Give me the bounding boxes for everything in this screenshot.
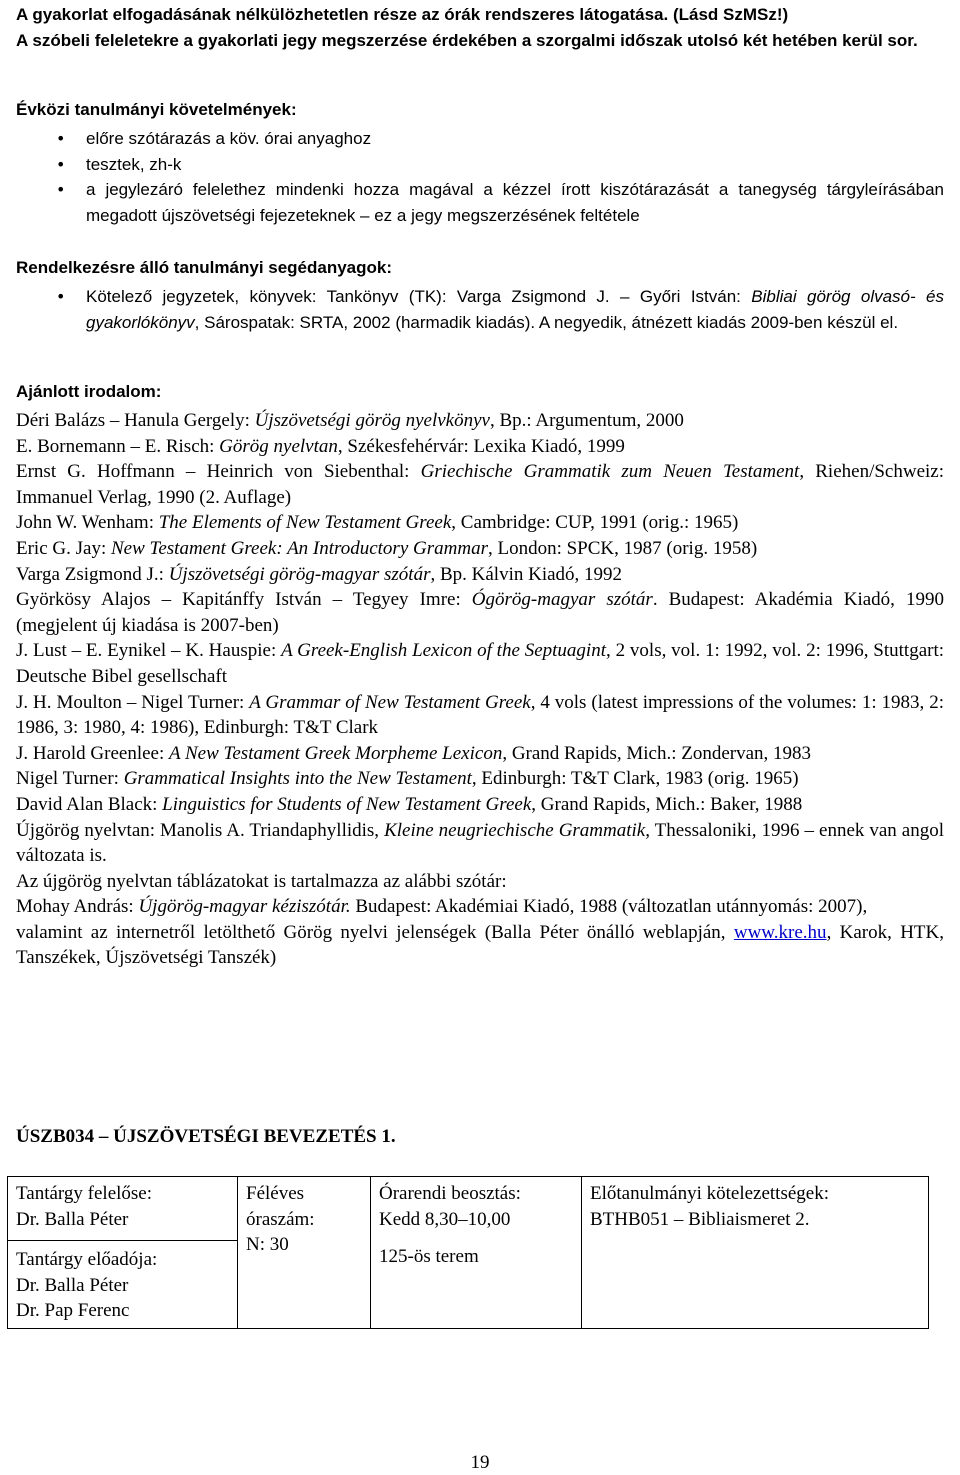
eloado-name-2: Dr. Pap Ferenc [16,1300,130,1321]
list-item: • Kötelező jegyzetek, könyvek: Tankönyv (TK): Varga Zsigmond J. – Győri István: Bibliai görög olvasó- és gyakorlókönyv, Sárospatak: SRTA, 2002 (harmadik kiadás). A negyedik, átnézett kiadás 2009-ben készül el. [16,284,944,335]
reference-item: J. Lust – E. Eynikel – K. Hauspie: A Greek-English Lexicon of the Septuagint, 2 vols, vol. 1: 1992, vol. 2: 1996, Stuttgart: Deutsche Bibel gesellschaft [16,640,945,687]
evkozi-heading: Évközi tanulmányi követelmények: [16,100,297,119]
list-item: • tesztek, zh-k [16,152,944,178]
beosztas-cell: Órarendi beosztás: Kedd 8,30–10,00 125-ös terem [371,1177,582,1329]
intro-line-2: A szóbeli feleletekre a gyakorlati jegy megszerzése érdekében a szorgalmi időszak utolsó két hetében kerül sor. [16,30,918,50]
reference-item: Varga Zsigmond J.: Újszövetségi görög-magyar szótár, Bp. Kálvin Kiadó, 1992 [16,563,623,585]
reference-item: J. H. Moulton – Nigel Turner: A Grammar of New Testament Greek, 4 vols (latest impressions of the volumes: 1: 1983, 2: 1986, 3: 1980, 4: 1986), Edinburgh: T&T Clark [16,691,944,739]
reference-list [16,408,944,971]
reference-item: E. Bornemann – E. Risch: Görög nyelvtan, Székesfehérvár: Lexika Kiadó, 1999 [16,435,625,457]
beosztas-value: Kedd 8,30–10,00 [379,1208,511,1230]
intro-paragraph [16,2,944,53]
terem-value: 125-ös terem [379,1246,479,1267]
list-item: • előre szótárazás a köv. órai anyaghoz [16,126,944,152]
oraszam-value: N: 30 [246,1234,289,1255]
reference-item: Eric G. Jay: New Testament Greek: An Introductory Grammar, London: SPCK, 1987 (orig. 1958) [16,537,758,559]
eloado-label: Tantárgy előadója: [16,1249,158,1270]
list-item: • a jegylezáró felelethez mindenki hozza magával a kézzel írott kiszótárazását a tanegység tárgyleírásában megadott újszövetségi fejezeteknek – ez a jegy megszerzésének feltétele [16,177,944,228]
reference-item: Györkösy Alajos – Kapitánffy István – Tegyey Imre: Ógörög-magyar szótár. Budapest: Akadémia Kiadó, 1990 (megjelent új kiadása is 2007-ben) [16,589,944,636]
reference-item: Ernst G. Hoffmann – Heinrich von Siebenthal: Griechische Grammatik zum Neuen Testament, Riehen/Schweiz: Immanuel Verlag, 1990 (2. Auflage) [16,461,944,508]
elotan-value: BTHB051 – Bibliaismeret 2. [590,1208,810,1230]
page-number: 19 [470,1452,490,1473]
reference-item: Újgörög nyelvtan: Manolis A. Triandaphyllidis, Kleine neugriechische Grammatik, Thessaloniki, 1996 – ennek van angol változata is. [16,819,945,867]
evkozi-list [16,126,944,228]
reference-item: John W. Wenham: The Elements of New Testament Greek, Cambridge: CUP, 1991 (orig.: 1965) [16,512,739,534]
reference-item: David Alan Black: Linguistics for Students of New Testament Greek, Grand Rapids, Mich.: Baker, 1988 [16,793,803,815]
kre-link[interactable]: www.kre.hu [733,921,827,943]
intro-line-1: A gyakorlat elfogadásának nélkülözhetetlen része az órák rendszeres látogatása. (Lásd SzMSz!) [16,5,789,24]
reference-item: Nigel Turner: Grammatical Insights into the New Testament, Edinburgh: T&T Clark, 1983 (orig. 1965) [16,768,799,790]
course-title: ÚSZB034 – ÚJSZÖVETSÉGI BEVEZETÉS 1. [16,1126,396,1147]
internet-reference: valamint az internetről letölthető Görög nyelvi jelenségek (Balla Péter önálló weblapján, www.kre.hu, Karok, HTK, Tanszékek, Újszövetségi Tanszék) [16,921,944,969]
course-info-table [7,1176,929,1329]
responsible-cell [8,1177,238,1329]
reference-item: Mohay András: Újgörög-magyar kéziszótár. Budapest: Akadémiai Kiadó, 1988 (változatlan utánnyomás: 2007), [16,896,868,918]
elotan-cell: Előtanulmányi kötelezettségek: BTHB051 – Bibliaismeret 2. [582,1177,929,1329]
segedanyag-heading: Rendelkezésre álló tanulmányi segédanyagok: [16,258,393,277]
felelos-name: Dr. Balla Péter [16,1208,129,1230]
felelos-label: Tantárgy felelőse: [16,1183,153,1204]
oraszam-cell: Féléves óraszám: N: 30 [238,1177,371,1329]
tabla-note: Az újgörög nyelvtan táblázatokat is tartalmazza az alábbi szótár: [16,870,507,892]
eloado-name-1: Dr. Balla Péter [16,1274,129,1296]
segedanyag-list [16,284,944,335]
ajanlott-heading: Ajánlott irodalom: [16,382,162,401]
reference-item: Déri Balázs – Hanula Gergely: Újszövetségi görög nyelvkönyv, Bp.: Argumentum, 2000 [16,410,684,431]
reference-item: J. Harold Greenlee: A New Testament Greek Morpheme Lexicon, Grand Rapids, Mich.: Zondervan, 1983 [16,742,812,764]
